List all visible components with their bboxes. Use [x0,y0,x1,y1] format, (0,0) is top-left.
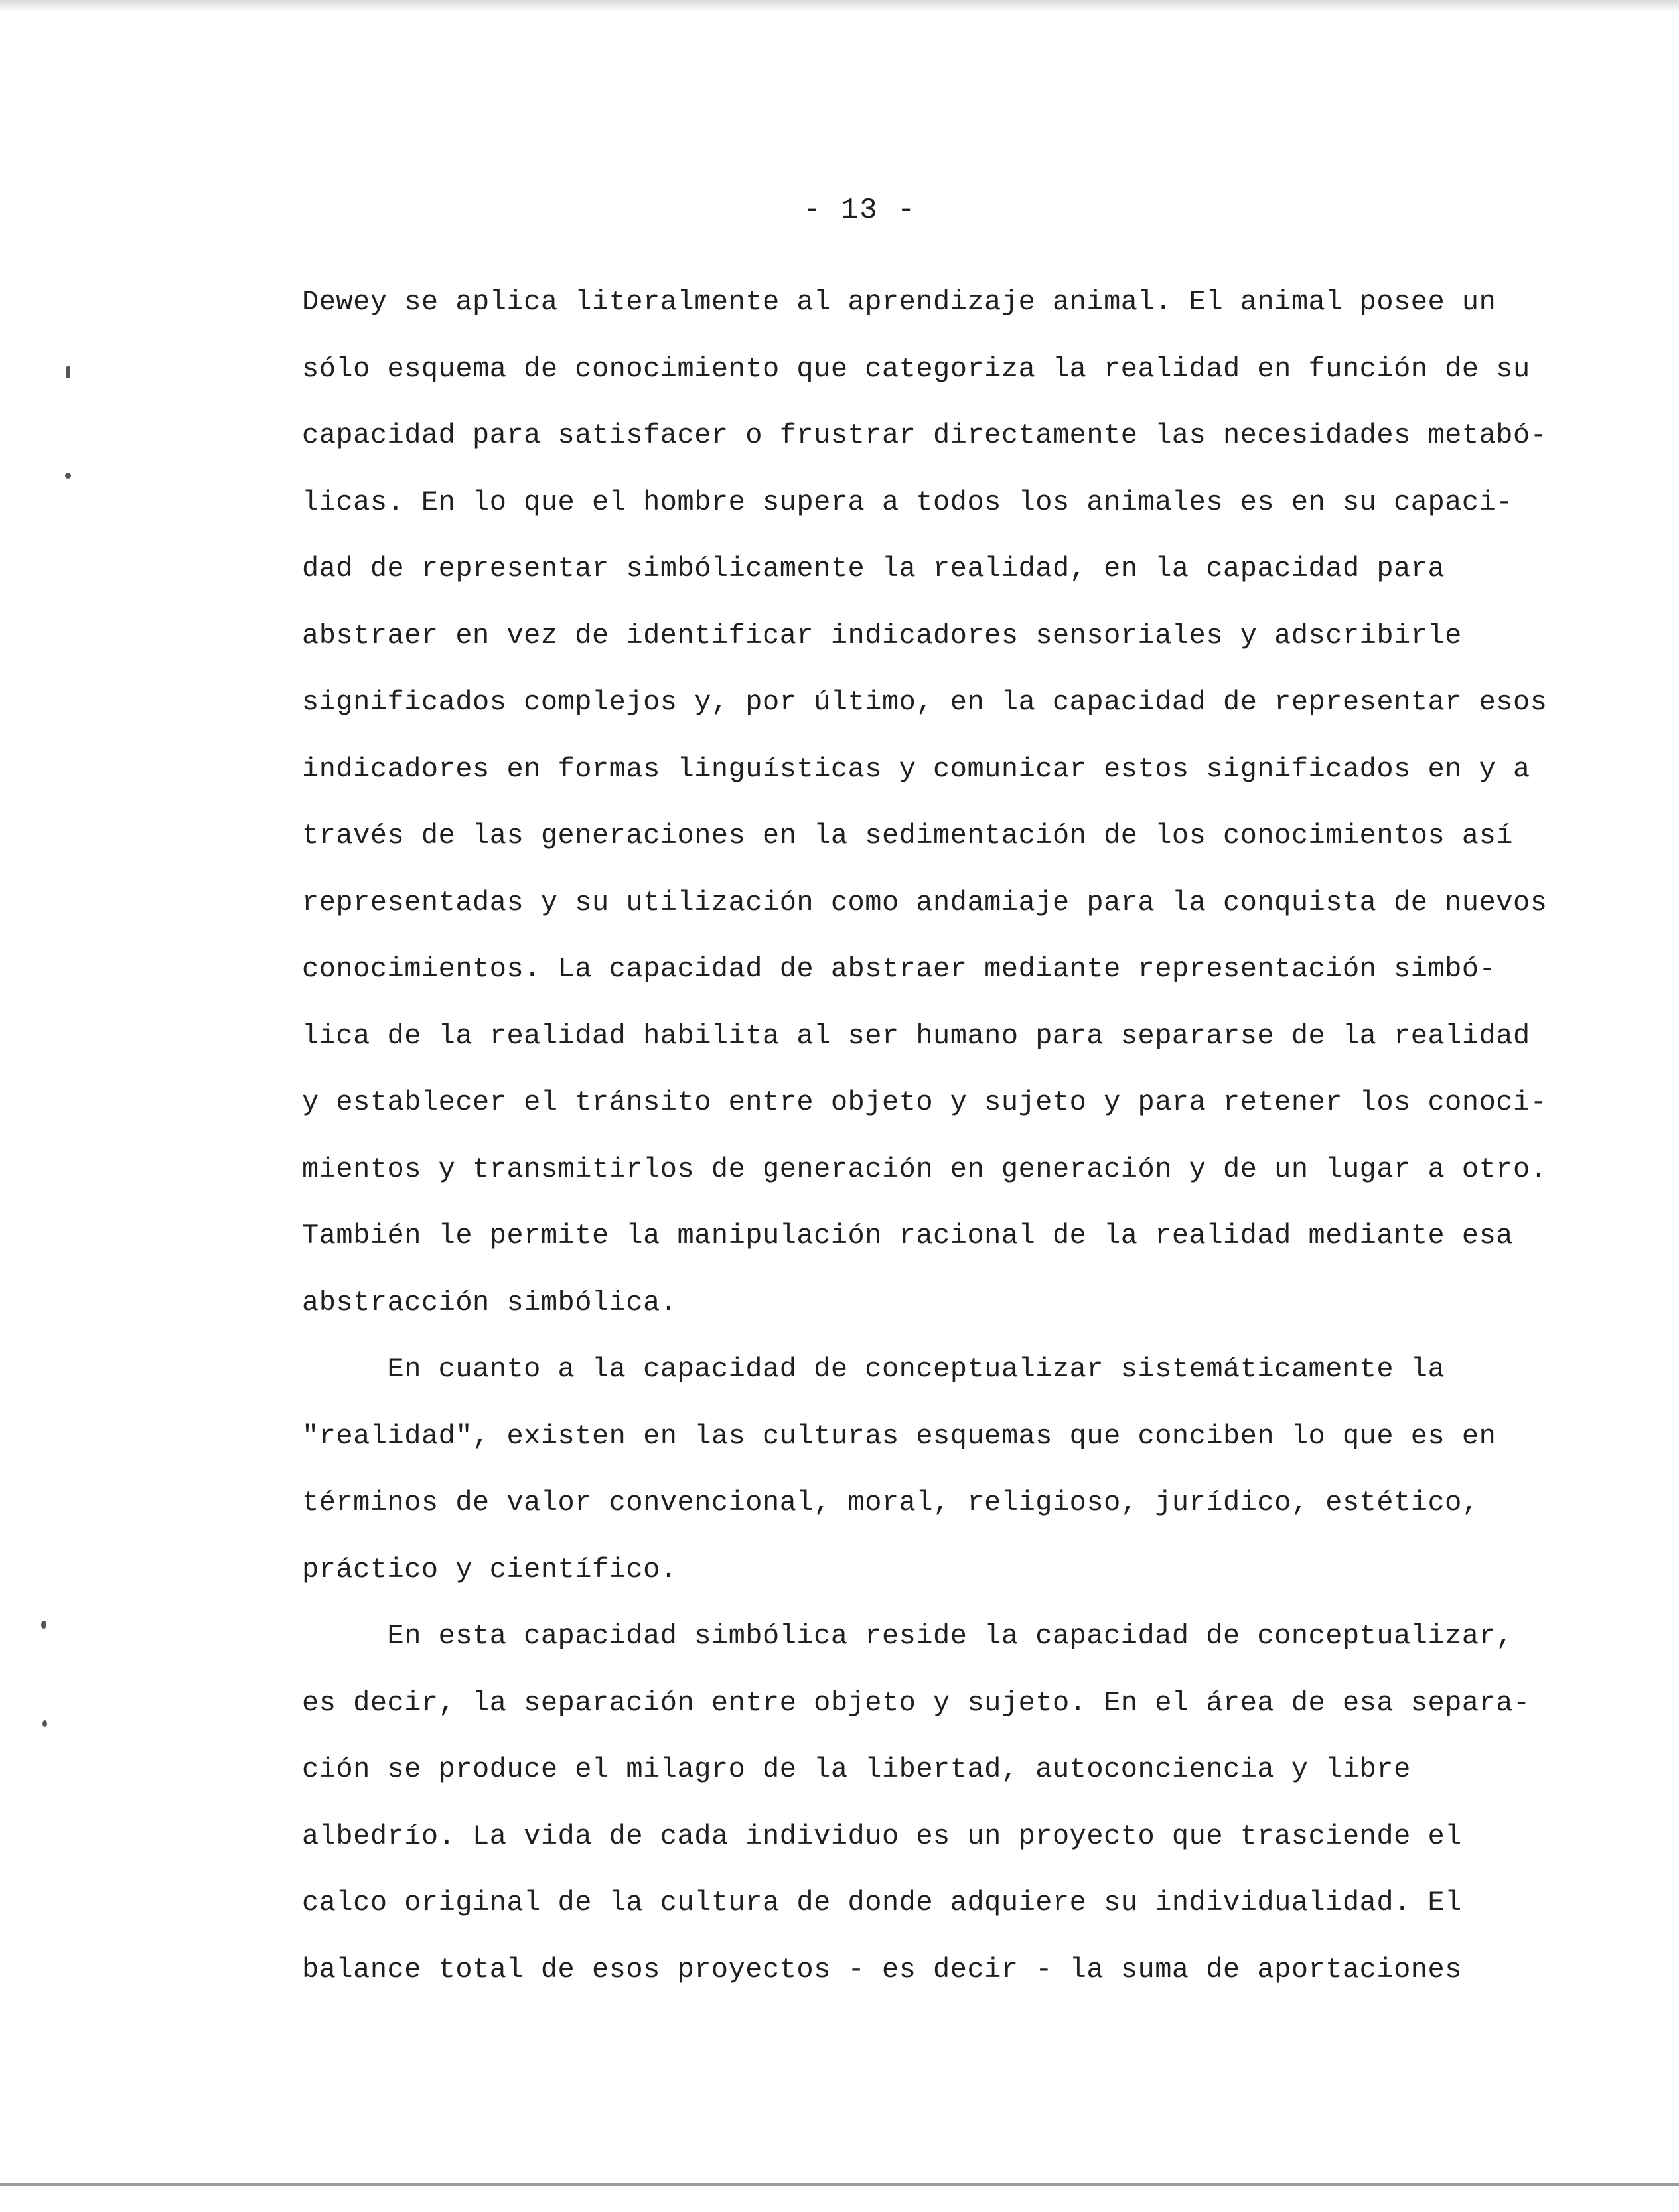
text-line: términos de valor convencional, moral, religioso, jurídico, estético, [302,1487,1479,1518]
page-number: - 13 - [803,194,916,227]
text-line: Dewey se aplica literalmente al aprendizaje animal. El animal posee un [302,286,1497,318]
text-line: sólo esquema de conocimiento que categoriza la realidad en función de su [302,352,1530,385]
text-line: y establecer el tránsito entre objeto y sujeto y para retener los conoci- [302,1086,1548,1118]
text-line: calco original de la cultura de donde adquiere su individualidad. El [302,1887,1462,1919]
text-line: través de las generaciones en la sedimentación de los conocimientos así [302,820,1513,851]
text-line: representadas y su utilización como andamiaje para la conquista de nuevos [302,886,1548,919]
text-line: abstraer en vez de identificar indicadores sensoriales y adscribirle [302,619,1462,652]
text-line: conocimientos. La capacidad de abstraer mediante representación simbó- [302,953,1497,985]
text-line: indicadores en formas linguísticas y comunicar estos significados en y a [302,753,1530,785]
text-line: práctico y científico. [302,1553,678,1585]
text-line: En esta capacidad simbólica reside la capacidad de conceptualizar, [302,1620,1513,1652]
text-line: abstracción simbólica. [302,1286,678,1319]
text-line: lica de la realidad habilita al ser humano para separarse de la realidad [302,1019,1530,1052]
text-line: "realidad", existen en las culturas esquemas que conciben lo que es en [302,1420,1497,1452]
text-line: mientos y transmitirlos de generación en generación y de un lugar a otro. [302,1153,1548,1185]
body-text [302,282,1548,2016]
scan-speck [41,1621,46,1629]
text-line: En cuanto a la capacidad de conceptualizar sistemáticamente la [302,1353,1445,1385]
text-line: También le permite la manipulación racional de la realidad mediante esa [302,1220,1513,1252]
scan-top-edge [0,0,1679,12]
scan-speck [65,473,71,479]
text-line: capacidad para satisfacer o frustrar directamente las necesidades metabó- [302,419,1548,451]
scan-bottom-edge [0,2183,1679,2186]
text-line: es decir, la separación entre objeto y sujeto. En el área de esa separa- [302,1686,1530,1719]
scan-speck [66,366,70,378]
text-line: balance total de esos proyectos - es decir - la suma de aportaciones [302,1953,1462,1986]
text-line: significados complejos y, por último, en la capacidad de representar esos [302,686,1548,718]
scan-speck [42,1720,47,1727]
text-line: licas. En lo que el hombre supera a todos los animales es en su capaci- [302,486,1513,518]
text-line: dad de representar simbólicamente la realidad, en la capacidad para [302,553,1445,585]
text-line: albedrío. La vida de cada individuo es un proyecto que trasciende el [302,1820,1462,1852]
text-line: ción se produce el milagro de la libertad, autoconciencia y libre [302,1753,1411,1785]
